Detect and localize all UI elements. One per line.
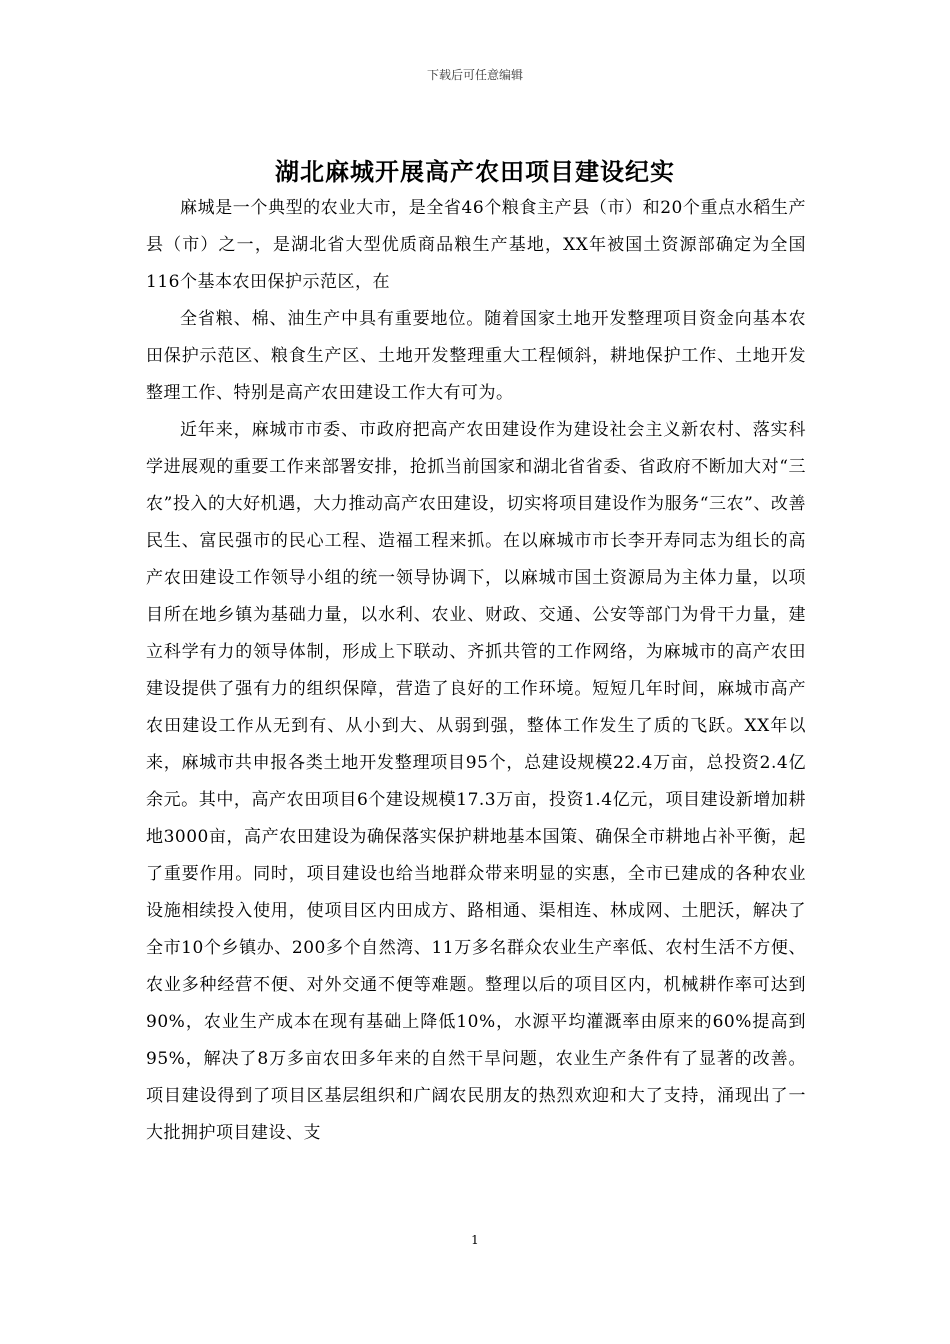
document-title: 湖北麻城开展高产农田项目建设纪实	[275, 157, 675, 186]
page-number: 1	[471, 1233, 479, 1247]
paragraph: 全省粮、棉、油生产中具有重要地位。随着国家土地开发整理项目资金向基本农田保护示范区、粮食生产区、土地开发整理重大工程倾斜，耕地保护工作、土地开发整理工作、特别是高产农田建设工作大有可为。	[146, 309, 806, 403]
document-body	[146, 190, 806, 1152]
paragraph: 麻城是一个典型的农业大市，是全省46个粮食主产县（市）和20个重点水稻生产县（市）之一，是湖北省大型优质商品粮生产基地，XX年被国土资源部确定为全国116个基本农田保护示范区，在	[146, 198, 806, 292]
page-header: 下载后可任意编辑	[426, 68, 523, 82]
paragraph: 近年来，麻城市市委、市政府把高产农田建设作为建设社会主义新农村、落实科学进展观的重要工作来部署安排，抢抓当前国家和湖北省省委、省政府不断加大对“三农”投入的大好机遇，大力推动高产农田建设，切实将项目建设作为服务“三农”、改善民生、富民强市的民心工程、造福工程来抓。在以麻城市市长李开寿同志为组长的高产农田建设工作领导小组的统一领导协调下，以麻城市国土资源局为主体力量，以项目所在地乡镇为基础力量，以水利、农业、财政、交通、公安等部门为骨干力量，建立科学有力的领导体制，形成上下联动、齐抓共管的工作网络，为麻城市的高产农田建设提供了强有力的组织保障，营造了良好的工作环境。短短几年时间，麻城市高产农田建设工作从无到有、从小到大、从弱到强，整体工作发生了质的飞跃。XX年以来，麻城市共申报各类土地开发整理项目95个，总建设规模22.4万亩，总投资2.4亿余元。其中，高产农田项目6个建设规模17.3万亩，投资1.4亿元，项目建设新增加耕地3000亩，高产农田建设为确保落实保护耕地基本国策、确保全市耕地占补平衡，起了重要作用。同时，项目建设也给当地群众带来明显的实惠，全市已建成的各种农业设施相续投入使用，使项目区内田成方、路相通、渠相连、林成网、土肥沃，解决了全市10个乡镇办、200多个自然湾、11万多名群众农业生产率低、农村生活不方便、农业多种经营不便、对外交通不便等难题。整理以后的项目区内，机械耕作率可达到90%，农业生产成本在现有基础上降低10%，水源平均灌溉率由原来的60%提高到95%，解决了8万多亩农田多年来的自然干旱问题，农业生产条件有了显著的改善。项目建设得到了项目区基层组织和广阔农民朋友的热烈欢迎和大了支持，涌现出了一大批拥护项目建设、支	[146, 420, 806, 1143]
